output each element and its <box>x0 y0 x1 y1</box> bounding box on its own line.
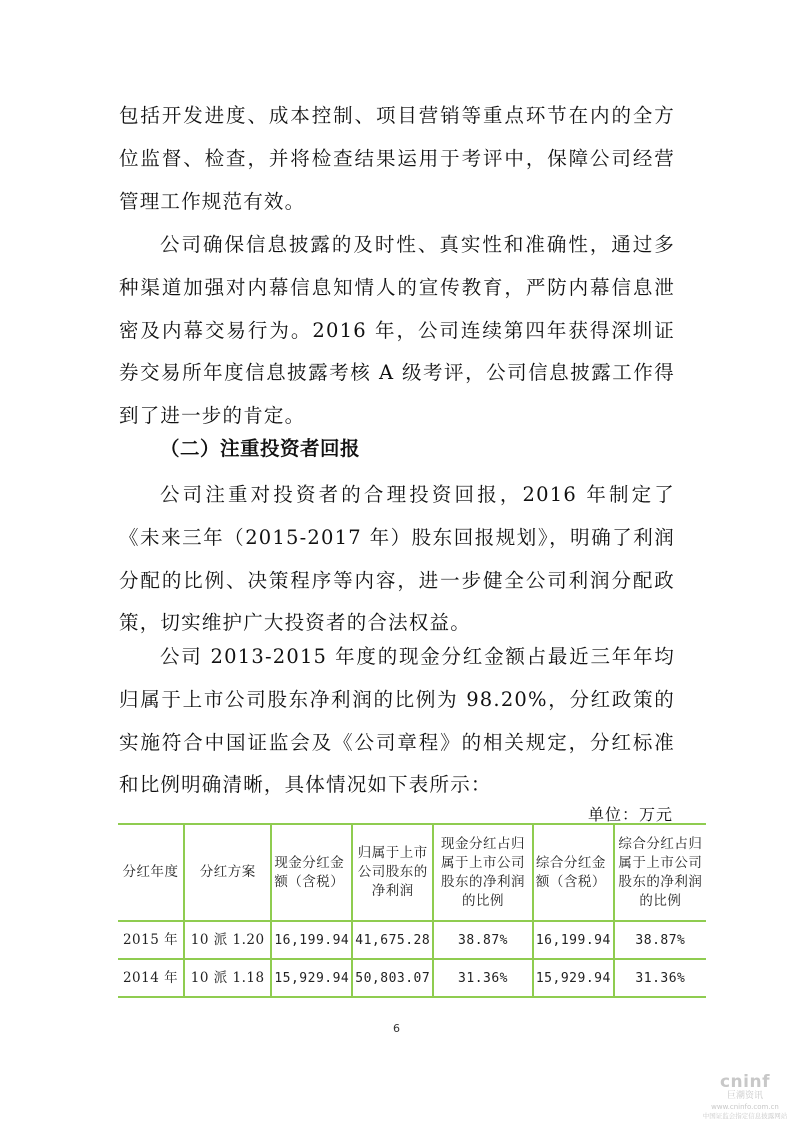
header-cash-ratio: 现金分红占归属于上市公司股东的净利润的比例 <box>433 824 533 921</box>
paragraph-4: 公司 2013-2015 年度的现金分红金额占最近三年年均归属于上市公司股东净利润的比例为 98.20%，分红政策的实施符合中国证监会及《公司章程》的相关规定，分红标准和比例明确清晰，具体情况如下表所示： <box>119 645 675 797</box>
header-cash-dividend: 现金分红金额（含税） <box>271 824 352 921</box>
table-row <box>118 959 706 997</box>
table-row <box>118 921 706 959</box>
cell-cash-dividend: 16,199.94 <box>271 921 352 959</box>
cell-net-profit: 50,803.07 <box>352 959 433 997</box>
cell-cash-ratio: 31.36% <box>433 959 533 997</box>
watermark-url: www.cninfo.com.cn <box>711 1103 779 1111</box>
paragraph-2: 公司确保信息披露的及时性、真实性和准确性，通过多种渠道加强对内幕信息知情人的宣传教育，严防内幕信息泄密及内幕交易行为。2016 年，公司连续第四年获得深圳证券交易所年度信息披露考核 A 级考评，公司信息披露工作得到了进一步的肯定。 <box>119 233 675 428</box>
unit-label: 单位：万元 <box>587 805 673 824</box>
header-total-ratio: 综合分红占归属于上市公司股东的净利润的比例 <box>614 824 706 921</box>
cell-plan: 10 派 1.18 <box>184 959 271 997</box>
dividend-table <box>118 823 706 998</box>
cell-year: 2014 年 <box>118 959 184 997</box>
cninfo-logo-icon: cninf <box>719 1072 770 1092</box>
cell-year: 2015 年 <box>118 921 184 959</box>
page-number: 6 <box>393 1022 400 1035</box>
cell-net-profit: 41,675.28 <box>352 921 433 959</box>
cell-total-dividend: 16,199.94 <box>533 921 614 959</box>
cell-total-ratio: 31.36% <box>614 959 706 997</box>
cninfo-watermark <box>700 1073 790 1121</box>
paragraph-3: 公司注重对投资者的合理投资回报，2016 年制定了《未来三年（2015-2017 年）股东回报规划》，明确了利润分配的比例、决策程序等内容，进一步健全公司利润分配政策，切实维护广大投资者的合法权益。 <box>119 483 675 635</box>
paragraph-1: 包括开发进度、成本控制、项目营销等重点环节在内的全方位监督、检查，并将检查结果运用于考评中，保障公司经营管理工作规范有效。 <box>119 104 675 213</box>
header-net-profit: 归属于上市公司股东的净利润 <box>352 824 433 921</box>
watermark-subtitle: 中国证监会指定信息披露网站 <box>702 1112 788 1120</box>
cell-total-ratio: 38.87% <box>614 921 706 959</box>
header-total-dividend: 综合分红金额（含税） <box>533 824 614 921</box>
watermark-cn-name: 巨潮资讯 <box>726 1091 763 1101</box>
header-plan: 分红方案 <box>184 824 271 921</box>
cell-plan: 10 派 1.20 <box>184 921 271 959</box>
section-heading: （二）注重投资者回报 <box>160 437 361 460</box>
cell-cash-dividend: 15,929.94 <box>271 959 352 997</box>
header-year: 分红年度 <box>118 824 184 921</box>
cell-total-dividend: 15,929.94 <box>533 959 614 997</box>
cell-cash-ratio: 38.87% <box>433 921 533 959</box>
table-header-row <box>118 824 706 921</box>
